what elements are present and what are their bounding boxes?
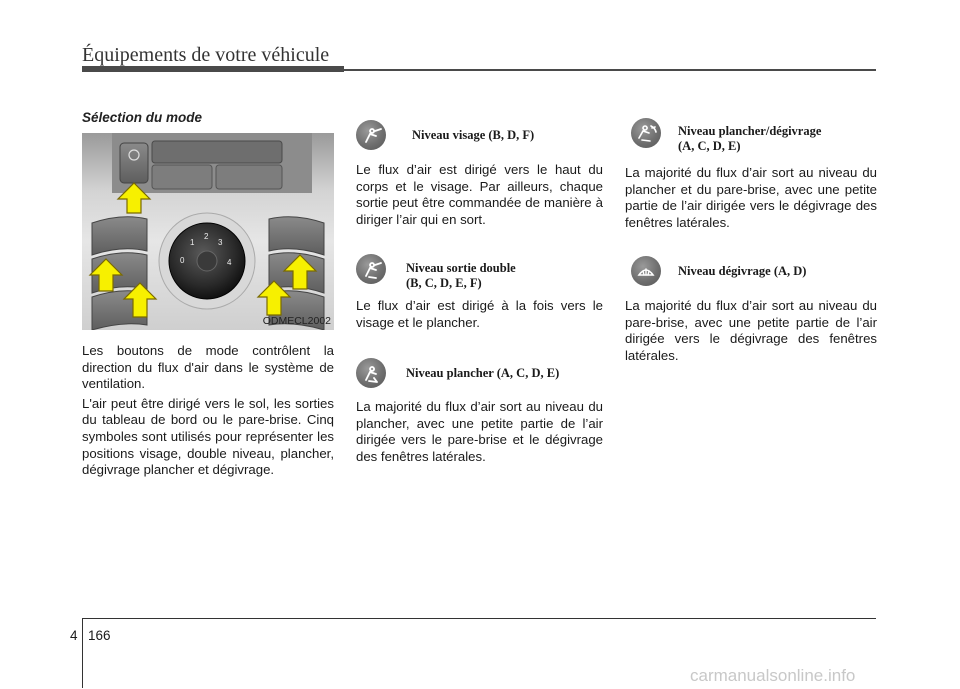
page-header-title: Équipements de votre véhicule	[82, 44, 330, 66]
svg-text:0: 0	[180, 256, 185, 265]
bi-level-icon	[356, 254, 386, 284]
floor-defrost-icon	[631, 118, 661, 148]
chapter-number: 4	[70, 628, 78, 643]
mode-title-face: Niveau visage (B, D, F)	[412, 128, 535, 142]
mode-text-defrost: La majorité du flux d’air sort au niveau du pare-brise, avec une petite partie de l’air dirigée vers le dégivrage des fenêtres latérales.	[625, 298, 877, 363]
climate-panel-drawing	[82, 133, 334, 330]
watermark: carmanualsonline.info	[690, 666, 856, 685]
floor-level-icon	[356, 358, 386, 388]
mode-title-defrost: Niveau dégivrage (A, D)	[678, 264, 807, 278]
illustration-caption: ODMECL2002	[262, 315, 331, 327]
intro-text	[82, 343, 334, 482]
svg-text:3: 3	[218, 238, 223, 247]
defrost-icon	[631, 256, 661, 286]
mode-title-bi-level	[406, 261, 516, 291]
mode-title-floor: Niveau plancher (A, C, D, E)	[406, 366, 560, 380]
face-level-icon	[356, 120, 386, 150]
footer-rule-vertical	[82, 618, 83, 688]
mode-title-bi-level-line-2: (B, C, D, E, F)	[406, 276, 482, 290]
climate-control-illustration	[82, 133, 334, 330]
section-title: Sélection du mode	[82, 110, 203, 125]
svg-text:4: 4	[227, 258, 232, 267]
mode-title-bi-level-line-1: Niveau sortie double	[406, 261, 516, 275]
header-rule-thin	[344, 69, 876, 71]
svg-text:1: 1	[190, 238, 195, 247]
mode-text-face: Le flux d’air est dirigé vers le haut du corps et le visage. Par ailleurs, chaque sortie peut être commandée de manière à diriger l’air qui en sort.	[356, 162, 603, 227]
intro-paragraph-2: L'air peut être dirigé vers le sol, les sorties du tableau de bord ou le pare-brise. Cinq symboles sont utilisés pour représenter les positions visage, double niveau, plancher, dégivrage plancher et dégivrage.	[82, 395, 334, 478]
svg-text:2: 2	[204, 232, 209, 241]
mode-title-floor-defrost-line-1: Niveau plancher/dégivrage	[678, 124, 822, 138]
page-number: 166	[88, 628, 111, 643]
mode-text-floor: La majorité du flux d’air sort au niveau du plancher, avec une petite partie de l’air dirigée vers le pare-brise et le dégivrage des fenêtres latérales.	[356, 399, 603, 464]
mode-title-floor-defrost	[678, 124, 821, 154]
mode-text-floor-defrost: La majorité du flux d’air sort au niveau du plancher et du pare-brise, avec une petite partie de l’air dirigée vers le dégivrage des fenêtres latérales.	[625, 165, 877, 230]
mode-title-floor-defrost-line-2: (A, C, D, E)	[678, 139, 741, 153]
header-rule-thick	[82, 66, 344, 72]
intro-paragraph-1: Les boutons de mode contrôlent la direction du flux d'air dans le système de ventilation.	[82, 343, 334, 392]
footer-rule-horizontal	[82, 618, 876, 619]
mode-text-bi-level: Le flux d’air est dirigé à la fois vers le visage et le plancher.	[356, 298, 603, 330]
